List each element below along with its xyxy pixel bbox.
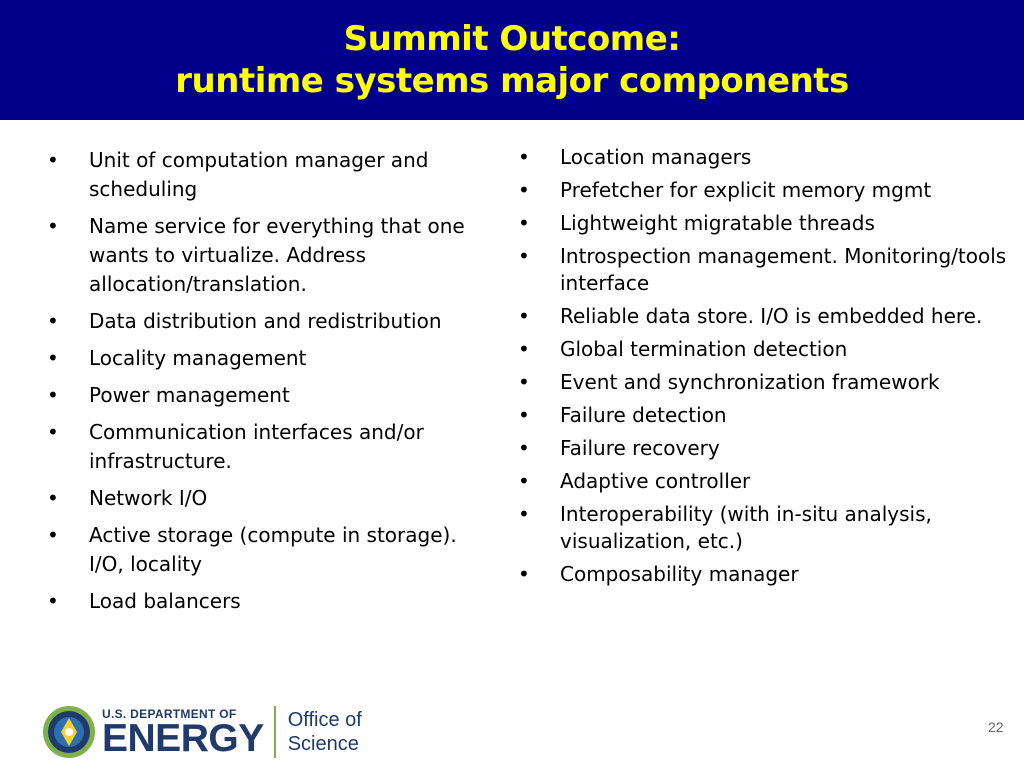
left-bullet-list: [47, 146, 497, 624]
doe-logo: [42, 702, 362, 762]
list-item: • Lightweight migratable threads: [518, 210, 1008, 237]
list-item: • Global termination detection: [518, 336, 1008, 363]
title-bar: [0, 0, 1024, 120]
list-item: • Name service for everything that one wants to virtualize. Address allocation/translation.: [47, 212, 497, 299]
list-item: • Reliable data store. I/O is embedded here.: [518, 303, 1008, 330]
list-item: • Introspection management. Monitoring/tools interface: [518, 243, 1008, 297]
list-item: • Communication interfaces and/or infrastructure.: [47, 418, 497, 476]
office-line1: Office of: [287, 709, 362, 731]
list-item: • Failure recovery: [518, 435, 1008, 462]
office-line2: Science: [287, 733, 359, 755]
list-item: • Adaptive controller: [518, 468, 1008, 495]
office-of-science: [288, 708, 362, 756]
dept-small-text: U.S. DEPARTMENT OF: [102, 707, 237, 721]
list-item: • Unit of computation manager and scheduling: [47, 146, 497, 204]
list-item: • Failure detection: [518, 402, 1008, 429]
list-item: • Data distribution and redistribution: [47, 307, 497, 336]
doe-wordmark: [102, 707, 264, 760]
slide-title-line1: Summit Outcome:: [343, 19, 681, 59]
list-item: • Power management: [47, 381, 497, 410]
list-item: • Event and synchronization framework: [518, 369, 1008, 396]
list-item: • Locality management: [47, 344, 497, 373]
list-item: • Load balancers: [47, 587, 497, 616]
list-item: • Network I/O: [47, 484, 497, 513]
list-item: • Prefetcher for explicit memory mgmt: [518, 177, 1008, 204]
logo-divider: [274, 706, 276, 758]
dept-energy-text: ENERGY: [102, 717, 264, 760]
doe-seal-icon: [42, 705, 96, 759]
right-bullet-list: [518, 144, 1008, 594]
slide-title-line2: runtime systems major components: [175, 61, 849, 101]
list-item: • Interoperability (with in-situ analysis, visualization, etc.): [518, 501, 1008, 555]
list-item: • Composability manager: [518, 561, 1008, 588]
list-item: • Active storage (compute in storage). I/O, locality: [47, 521, 497, 579]
list-item: • Location managers: [518, 144, 1008, 171]
page-number: 22: [988, 719, 1004, 735]
